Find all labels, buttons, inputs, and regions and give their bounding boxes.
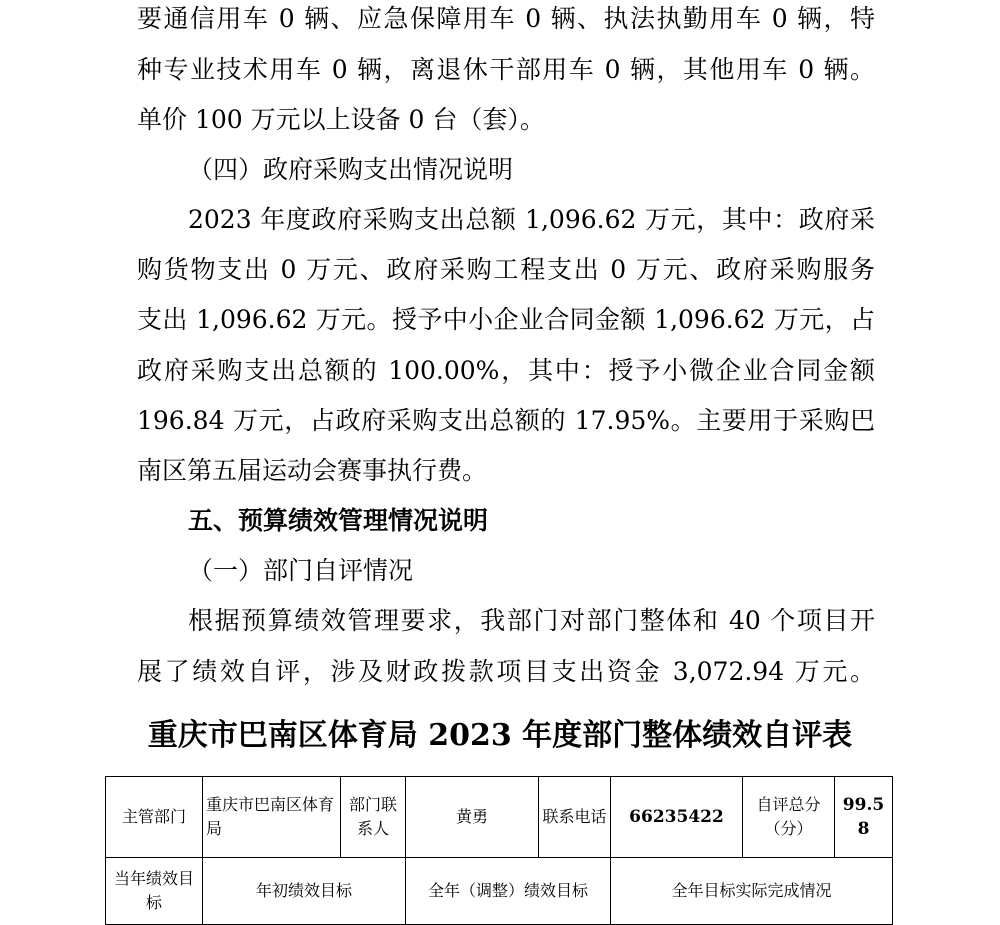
table-title: 重庆市巴南区体育局 2023 年度部门整体绩效自评表 — [147, 718, 853, 753]
performance-evaluation-table — [105, 776, 893, 925]
dept-value-cell: 重庆市巴南区体育局 — [203, 777, 341, 858]
subsection-heading-self-evaluation: （一）部门自评情况 — [188, 556, 414, 585]
score-value-cell: 99.58 — [835, 777, 893, 858]
body-line: 南区第五届运动会赛事执行费。 — [137, 456, 488, 485]
body-line: 种专业技术用车 0 辆，离退休干部用车 0 辆，其他用车 0 辆。 — [137, 55, 875, 84]
phone-label-cell: 联系电话 — [539, 777, 611, 858]
table-row — [106, 858, 893, 925]
actual-completion-header: 全年目标实际完成情况 — [611, 858, 893, 925]
contact-label-cell: 部门联系人 — [341, 777, 406, 858]
initial-goal-header: 年初绩效目标 — [203, 858, 406, 925]
body-line: 单价 100 万元以上设备 0 台（套）。 — [137, 105, 545, 134]
body-line: 根据预算绩效管理要求，我部门对部门整体和 40 个项目开 — [188, 606, 875, 635]
body-line: 支出 1,096.62 万元。授予中小企业合同金额 1,096.62 万元，占 — [137, 305, 875, 334]
body-line: 2023 年度政府采购支出总额 1,096.62 万元，其中：政府采 — [188, 205, 875, 234]
body-line: 购货物支出 0 万元、政府采购工程支出 0 万元、政府采购服务 — [137, 255, 875, 284]
body-line: 要通信用车 0 辆、应急保障用车 0 辆、执法执勤用车 0 辆，特 — [137, 4, 875, 33]
adjusted-goal-header: 全年（调整）绩效目标 — [406, 858, 611, 925]
body-line: 展了绩效自评，涉及财政拨款项目支出资金 3,072.94 万元。 — [137, 657, 875, 686]
section-heading-procurement: （四）政府采购支出情况说明 — [188, 155, 514, 184]
dept-label-cell: 主管部门 — [106, 777, 203, 858]
score-label-cell: 自评总分（分） — [743, 777, 835, 858]
goal-label-cell: 当年绩效目标 — [106, 858, 203, 925]
section-heading-performance: 五、预算绩效管理情况说明 — [188, 506, 489, 535]
phone-value-cell: 66235422 — [611, 777, 743, 858]
body-line: 政府采购支出总额的 100.00%，其中：授予小微企业合同金额 — [137, 356, 875, 385]
contact-value-cell: 黄勇 — [406, 777, 539, 858]
table-row — [106, 777, 893, 858]
body-line: 196.84 万元，占政府采购支出总额的 17.95%。主要用于采购巴 — [137, 406, 875, 435]
